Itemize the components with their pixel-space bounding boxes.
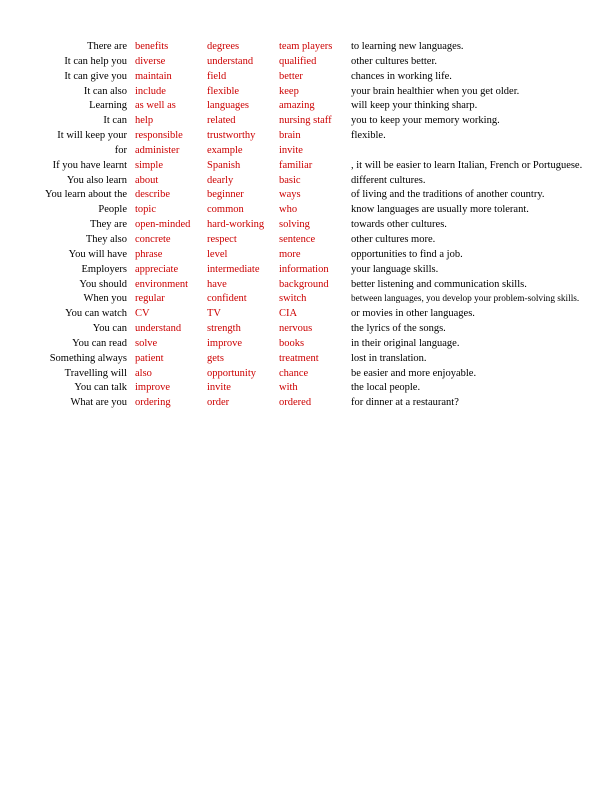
word-option-1: understand: [135, 323, 182, 335]
word-option-1: concrete: [135, 233, 171, 245]
sentence-row: [0, 129, 612, 144]
word-option-3: basic: [279, 174, 301, 186]
word-option-2: example: [207, 144, 243, 156]
sentence-start: You can talk: [74, 382, 127, 394]
sentence-start: When you: [83, 293, 127, 305]
word-option-3: solving: [279, 219, 310, 231]
word-option-1: appreciate: [135, 263, 179, 275]
sentence-row: [0, 99, 612, 114]
word-option-3: invite: [279, 144, 303, 156]
word-option-2: opportunity: [207, 367, 256, 379]
word-option-2: understand: [207, 55, 254, 67]
sentence-end: lost in translation.: [351, 352, 427, 364]
word-option-1: as well as: [135, 100, 176, 112]
word-option-2: languages: [207, 100, 249, 112]
word-option-3: amazing: [279, 100, 315, 112]
sentence-start: People: [98, 204, 127, 216]
word-option-2: hard-working: [207, 219, 265, 231]
sentence-start: It can: [103, 115, 127, 127]
sentence-end: to learning new languages.: [351, 41, 464, 52]
sentence-end: you to keep your memory working.: [351, 115, 500, 127]
sentence-start: You learn about the: [44, 189, 127, 201]
word-option-3: ways: [279, 189, 301, 201]
sentence-start: You can read: [72, 337, 127, 349]
word-option-2: confident: [207, 293, 247, 305]
word-option-2: improve: [207, 337, 242, 349]
word-option-1: open-minded: [135, 219, 191, 231]
sentence-row: [0, 263, 612, 278]
word-option-2: have: [207, 278, 227, 290]
sentence-start: You will have: [68, 248, 127, 260]
word-option-3: nervous: [279, 323, 313, 335]
sentence-end: your language skills.: [351, 263, 439, 275]
word-option-1: also: [135, 367, 152, 379]
sentence-row: [0, 218, 612, 233]
sentence-end: in their original language.: [351, 337, 460, 349]
sentence-end: the lyrics of the songs.: [351, 323, 446, 335]
sentence-start: There are: [87, 41, 127, 52]
sentence-completion-table: [0, 40, 612, 411]
word-option-1: maintain: [135, 70, 172, 82]
sentence-row: [0, 278, 612, 293]
sentence-end: for dinner at a restaurant?: [351, 397, 459, 409]
sentence-end: of living and the traditions of another country.: [351, 189, 545, 201]
word-option-2: beginner: [207, 189, 244, 201]
word-option-2: Spanish: [207, 159, 241, 171]
word-option-1: topic: [135, 204, 156, 216]
sentence-end: your brain healthier when you get older.: [351, 85, 520, 97]
word-option-2: degrees: [207, 41, 240, 52]
word-option-2: invite: [207, 382, 231, 394]
sentence-end: other cultures better.: [351, 55, 438, 67]
sentence-row: [0, 159, 612, 174]
word-option-3: ordered: [279, 397, 312, 409]
sentence-end: flexible.: [351, 130, 386, 142]
sentence-end: different cultures.: [351, 174, 426, 186]
word-option-1: benefits: [135, 41, 169, 52]
sentence-start: You can watch: [65, 308, 127, 320]
word-option-2: order: [207, 397, 230, 409]
sentence-row: [0, 174, 612, 189]
word-option-2: related: [207, 115, 236, 127]
sentence-row: [0, 85, 612, 100]
word-option-2: intermediate: [207, 263, 260, 275]
sentence-start: You also learn: [66, 174, 127, 186]
sentence-end: towards other cultures.: [351, 219, 447, 231]
word-option-1: regular: [135, 293, 165, 305]
sentence-row: [0, 188, 612, 203]
sentence-start: It will keep your: [57, 130, 127, 142]
sentence-row: [0, 307, 612, 322]
sentence-start: What are you: [70, 397, 127, 409]
sentence-row: [0, 352, 612, 367]
word-option-1: about: [135, 174, 159, 186]
sentence-end: the local people.: [351, 382, 421, 394]
word-option-3: team players: [279, 41, 333, 52]
word-option-2: flexible: [207, 85, 240, 97]
word-option-1: improve: [135, 382, 170, 394]
sentence-start: They also: [85, 233, 127, 245]
word-option-3: information: [279, 263, 329, 275]
sentence-row: [0, 40, 612, 55]
sentence-row: [0, 233, 612, 248]
word-option-1: phrase: [135, 248, 163, 260]
word-option-3: with: [279, 382, 298, 394]
word-option-1: diverse: [135, 55, 166, 67]
sentence-row: [0, 248, 612, 263]
word-option-3: better: [279, 70, 303, 82]
word-option-3: who: [279, 204, 298, 216]
word-option-1: simple: [135, 159, 163, 171]
sentence-row: [0, 381, 612, 396]
word-option-1: ordering: [135, 397, 171, 409]
word-option-1: include: [135, 85, 166, 97]
word-option-1: environment: [135, 278, 189, 290]
sentence-end: other cultures more.: [351, 233, 436, 245]
word-option-3: more: [279, 248, 301, 260]
sentence-row: [0, 55, 612, 70]
word-option-3: qualified: [279, 55, 317, 67]
word-option-3: books: [279, 337, 305, 349]
sentence-start: You can: [92, 323, 127, 335]
sentence-end: or movies in other languages.: [351, 308, 475, 320]
sentence-row: [0, 322, 612, 337]
sentence-end: between languages, you develop your problem-solving skills.: [351, 294, 580, 305]
sentence-row: [0, 337, 612, 352]
sentence-end: know languages are usually more tolerant.: [351, 204, 529, 216]
sentence-start: It can also: [83, 85, 127, 97]
sentence-row: [0, 70, 612, 85]
word-option-2: trustworthy: [207, 130, 256, 142]
sentence-end: better listening and communication skills.: [351, 278, 527, 290]
word-option-3: treatment: [279, 352, 319, 364]
word-option-3: sentence: [279, 233, 316, 245]
word-option-1: patient: [135, 352, 164, 364]
sentence-start: Learning: [89, 100, 127, 112]
sentence-end: will keep your thinking sharp.: [351, 100, 478, 112]
sentence-start: If you have learnt: [52, 159, 127, 171]
word-option-2: TV: [207, 308, 221, 320]
sentence-row: [0, 144, 612, 159]
sentence-row: [0, 396, 612, 411]
sentence-start: Employers: [81, 263, 127, 275]
word-option-3: keep: [279, 85, 299, 97]
sentence-end: opportunities to find a job.: [351, 248, 463, 260]
word-option-2: level: [207, 248, 228, 260]
sentence-end: be easier and more enjoyable.: [351, 367, 477, 379]
word-option-1: responsible: [135, 130, 183, 142]
word-option-3: background: [279, 278, 329, 290]
word-option-2: respect: [207, 233, 237, 245]
sentence-row: [0, 203, 612, 218]
word-option-2: field: [207, 70, 227, 82]
sentence-start: Travelling will: [64, 367, 127, 379]
sentence-end: chances in working life.: [351, 70, 452, 82]
sentence-row: [0, 367, 612, 382]
word-option-3: switch: [279, 293, 307, 305]
sentence-row: [0, 114, 612, 129]
sentence-end: , it will be easier to learn Italian, French or Portuguese.: [351, 159, 583, 171]
word-option-2: dearly: [207, 174, 234, 186]
word-option-3: nursing staff: [279, 115, 332, 127]
word-option-1: CV: [135, 308, 150, 320]
sentence-start: It can help you: [64, 55, 127, 67]
word-option-2: common: [207, 204, 244, 216]
word-option-1: administer: [135, 144, 180, 156]
sentence-start: They are: [89, 219, 127, 231]
word-option-1: solve: [135, 337, 158, 349]
word-option-3: CIA: [279, 308, 298, 320]
sentence-start: It can give you: [64, 70, 127, 82]
sentence-start: for: [114, 144, 127, 156]
word-option-1: describe: [135, 189, 170, 201]
word-option-3: brain: [279, 130, 301, 142]
word-option-2: gets: [207, 352, 224, 364]
word-option-3: familiar: [279, 159, 313, 171]
word-option-3: chance: [279, 367, 309, 379]
sentence-start: Something always: [49, 352, 127, 364]
sentence-row: [0, 292, 612, 307]
sentence-start: You should: [79, 278, 127, 290]
word-option-2: strength: [207, 323, 241, 335]
word-option-1: help: [135, 115, 154, 127]
